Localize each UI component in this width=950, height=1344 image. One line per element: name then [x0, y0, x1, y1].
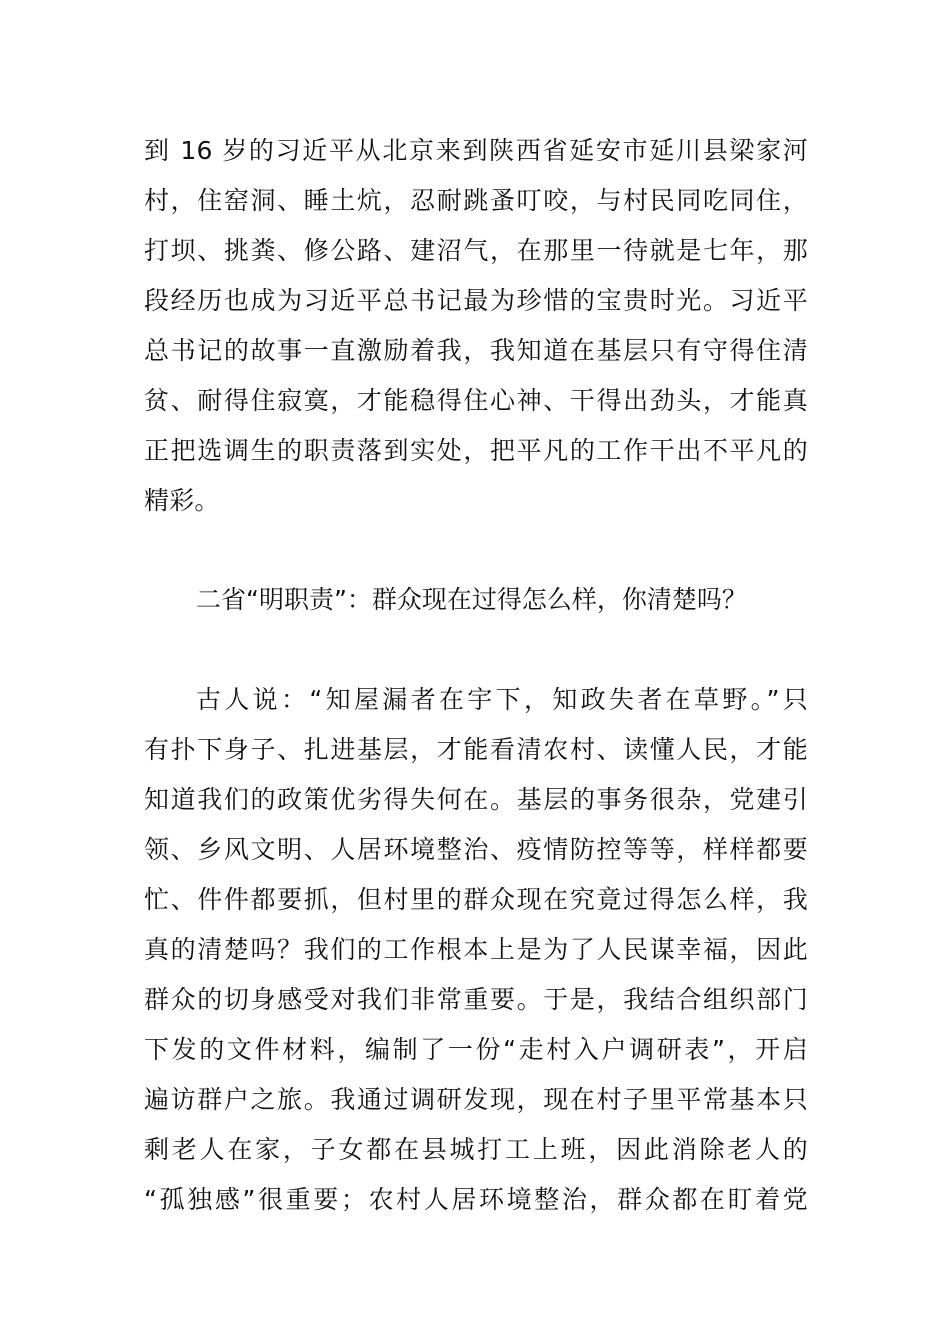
paragraph2-line-10: 剩老人在家，子女都在县城打工上班，因此消除老人的 — [144, 1135, 808, 1164]
paragraph2-line-8: 下发的文件材料，编制了一份“走村入户调研表”，开启 — [144, 1035, 808, 1064]
paragraph1-line-2: 村，住窑洞、睡土炕，忍耐跳蚤叮咬，与村民同吃同住， — [144, 186, 808, 215]
section-heading: 二省“明职责”：群众现在过得怎么样，你清楚吗？ — [196, 585, 747, 614]
paragraph2-line-7: 群众的切身感受对我们非常重要。于是，我结合组织部门 — [144, 985, 808, 1014]
paragraph2-line-11: “孤独感”很重要；农村人居环境整治，群众都在盯着党 — [144, 1185, 808, 1214]
paragraph1-line-7: 正把选调生的职责落到实处，把平凡的工作干出不平凡的 — [144, 436, 808, 465]
paragraph2-line-2: 有扑下身子、扎进基层，才能看清农村、读懂人民，才能 — [144, 735, 808, 764]
paragraph2-line-5: 忙、件件都要抓，但村里的群众现在究竟过得怎么样，我 — [144, 885, 808, 914]
paragraph1-line-5: 总书记的故事一直激励着我，我知道在基层只有守得住清 — [144, 336, 808, 365]
paragraph1-line-1: 到 16 岁的习近平从北京来到陕西省延安市延川县梁家河 — [144, 136, 808, 165]
paragraph2-line-9: 遍访群户之旅。我通过调研发现，现在村子里平常基本只 — [144, 1085, 808, 1114]
paragraph1-line-3: 打坝、挑粪、修公路、建沼气，在那里一待就是七年，那 — [144, 236, 808, 265]
paragraph1-line-6: 贫、耐得住寂寞，才能稳得住心神、干得出劲头，才能真 — [144, 386, 808, 415]
paragraph2-line-6: 真的清楚吗？我们的工作根本上是为了人民谋幸福，因此 — [144, 935, 808, 964]
paragraph2-line-4: 领、乡风文明、人居环境整治、疫情防控等等，样样都要 — [144, 835, 808, 864]
paragraph2-line-1: 古人说：“知屋漏者在宇下，知政失者在草野。”只 — [196, 685, 808, 714]
paragraph2-line-3: 知道我们的政策优劣得失何在。基层的事务很杂，党建引 — [144, 785, 808, 814]
paragraph1-line-4: 段经历也成为习近平总书记最为珍惜的宝贵时光。习近平 — [144, 286, 808, 315]
paragraph1-line-8: 精彩。 — [144, 486, 220, 515]
